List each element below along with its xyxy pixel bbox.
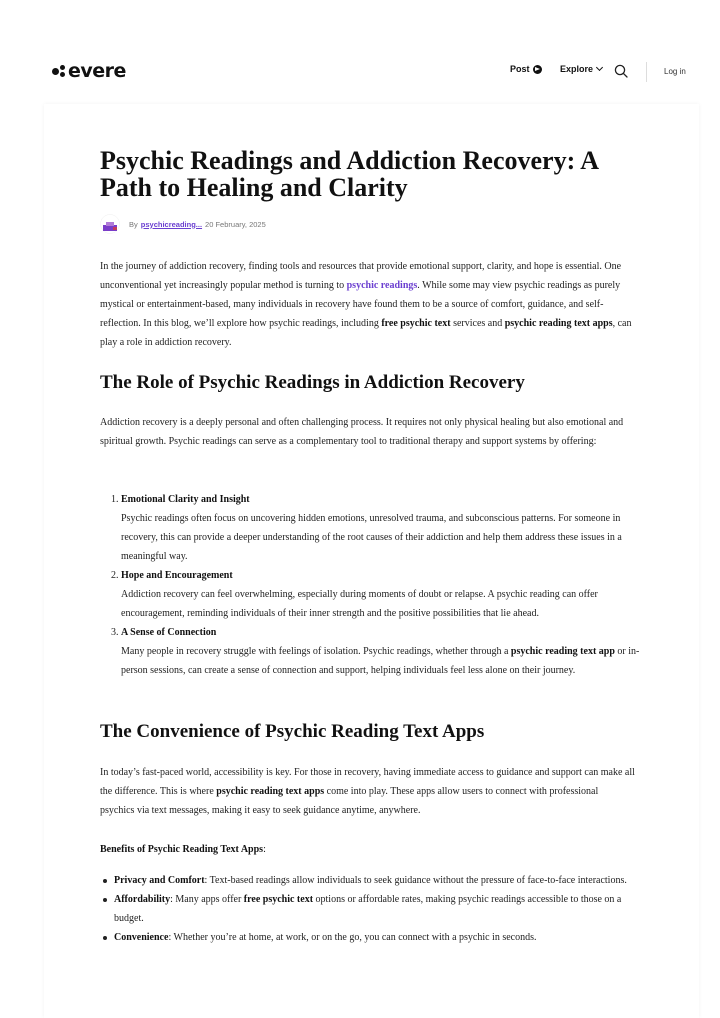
logo-mark-icon (52, 64, 66, 78)
section-heading-convenience: The Convenience of Psychic Reading Text Apps (100, 721, 485, 742)
section-convenience-paragraph (100, 763, 635, 820)
intro-text-3: services and (450, 318, 505, 329)
login-link[interactable]: Log in (664, 67, 686, 76)
convenience-bold-1: psychic reading text apps (216, 786, 325, 797)
benefit-label: Privacy and Comfort (114, 875, 205, 886)
benefit-text: : Text-based readings allow individuals to seek guidance without the pressure of face-to-face interactions. (204, 875, 627, 886)
nav-explore-label: Explore (560, 64, 594, 74)
avatar[interactable] (100, 213, 120, 235)
nav-post-button[interactable] (510, 64, 542, 74)
list-item-bold: psychic reading text app (510, 646, 615, 657)
psychic-readings-link[interactable]: psychic readings (346, 280, 418, 291)
author-link[interactable]: psychicreading... (140, 219, 203, 229)
list-item (114, 871, 649, 890)
publish-date: 20 February, 2025 (205, 219, 266, 229)
list-item (114, 890, 649, 928)
article (100, 146, 640, 943)
benefit-text: : Whether you’re at home, at work, or on the go, you can connect with a psychic in seconds. (168, 932, 537, 943)
intro-bold-1: free psychic text (381, 318, 451, 329)
site-header (0, 0, 720, 104)
convenience-text-1: In today’s fast-paced world, accessibility is key. For those in recovery, having immediate access to guidance and support can make all the difference. This is where (100, 767, 635, 797)
section-role-paragraph: Addiction recovery is a deeply personal and often challenging process. It requires not only physical healing but also emotional and spiritual growth. Psychic readings can serve as a complementary tool to traditional therapy and support systems by offering: (100, 417, 624, 447)
nav-explore-dropdown[interactable] (560, 64, 602, 74)
nav-post-label: Post (510, 64, 530, 74)
intro-bold-2: psychic reading text apps (504, 318, 613, 329)
list-item (121, 490, 656, 566)
benefit-label: Affordability (114, 894, 171, 905)
logo-text: evere (68, 60, 126, 82)
list-item (114, 928, 649, 947)
benefit-label: Convenience (114, 932, 169, 943)
arrow-circle-right-icon (533, 65, 542, 74)
benefits-heading-text: Benefits of Psychic Reading Text Apps (100, 844, 264, 855)
logo[interactable] (52, 61, 126, 81)
header-divider (646, 62, 647, 82)
article-title: Psychic Readings and Addiction Recovery: A Path to Healing and Clarity (100, 146, 598, 202)
list-item-title: 2. Hope and Encouragement (121, 570, 233, 581)
intro-paragraph (100, 257, 635, 352)
intro-text-1: In the journey of addiction recovery, finding tools and resources that provide emotional support, clarity, and hope is essential. One unconventional yet increasingly popular method is turning to (100, 261, 622, 291)
benefit-text: options or affordable rates, making psychic readings accessible to those on a budget. (114, 894, 622, 924)
benefit-text: : Many apps offer (170, 894, 244, 905)
search-icon[interactable] (614, 64, 628, 78)
section-heading-role: The Role of Psychic Readings in Addiction Recovery (100, 372, 525, 393)
list-item (121, 623, 656, 680)
benefit-bold: free psychic text (243, 894, 314, 905)
list-item (121, 566, 656, 623)
list-item-text: Many people in recovery struggle with feelings of isolation. Psychic readings, whether through a (121, 646, 511, 657)
intro-text-4: , can play a role in addiction recovery. (100, 318, 632, 348)
list-item-text: Psychic readings often focus on uncovering hidden emotions, unresolved trauma, and subconscious patterns. For someone in recovery, this can provide a deeper understanding of the root causes of their addiction and help them address these issues in a meaningful way. (121, 513, 622, 562)
list-item-text: or in-person sessions, can create a sense of connection and support, helping individuals feel less alone on their journey. (121, 646, 640, 676)
list-item-text: Addiction recovery can feel overwhelming, especially during moments of doubt or relapse. A psychic reading can offer encouragement, reminding individuals of their inner strength and the positive possibilities that lie ahead. (121, 589, 598, 619)
chevron-down-icon (596, 64, 603, 71)
list-item-title: 3. A Sense of Connection (121, 627, 217, 638)
convenience-text-2: come into play. These apps allow users to connect with professional psychics via text messages, making it easy to seek guidance anytime, anywhere. (100, 786, 599, 816)
byline-prefix: By (129, 219, 138, 229)
benefits-heading (100, 840, 266, 859)
benefits-list (100, 871, 649, 947)
reasons-list (100, 490, 656, 680)
intro-text-2: . While some may view psychic readings as purely mystical or entertainment-based, many individuals in recovery have found them to be a source of comfort, guidance, and self-reflection. In this blog, we’ll explore how psychic readings, including (100, 280, 621, 329)
byline (100, 213, 266, 235)
benefits-heading-colon: : (263, 844, 266, 855)
list-item-title: 1. Emotional Clarity and Insight (121, 494, 250, 505)
